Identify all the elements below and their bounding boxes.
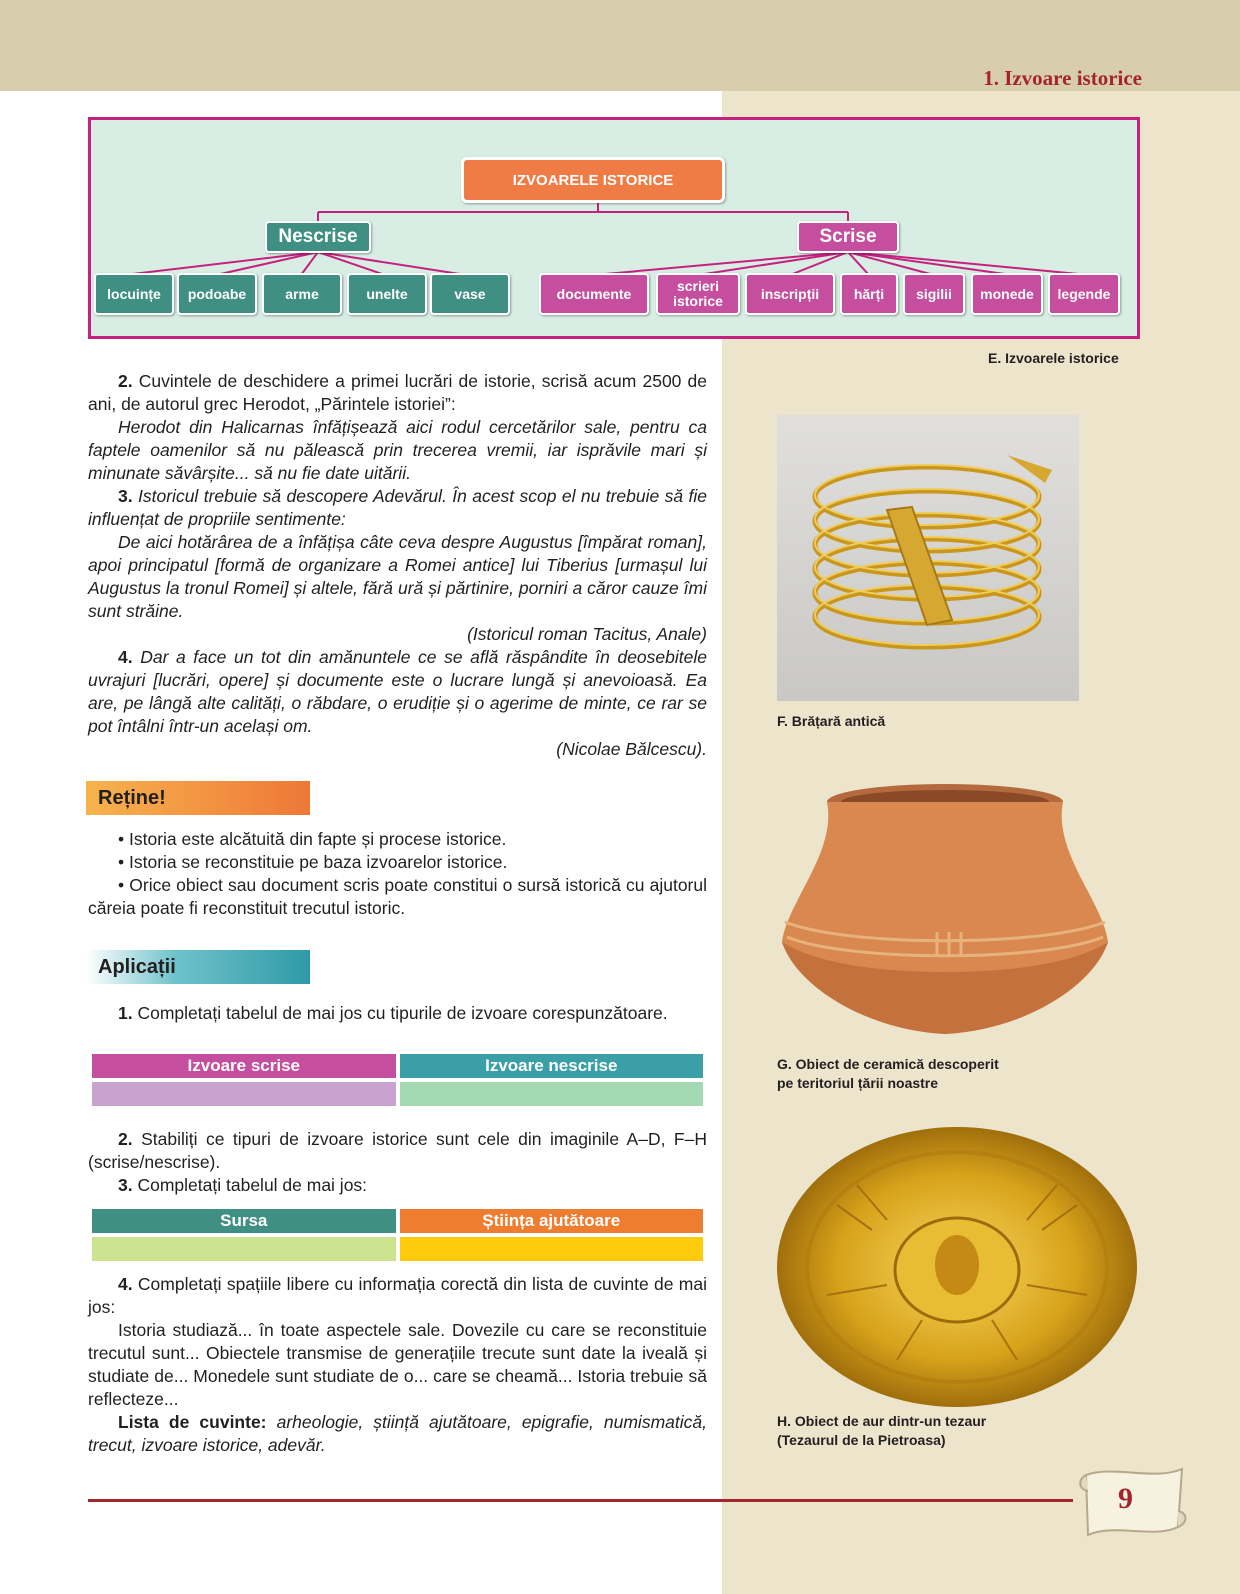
leaf-locuinte: locuințe (94, 273, 174, 315)
retine-bullet: • Istoria se reconstituie pe baza izvoarelor istorice. (118, 852, 508, 872)
retine-ribbon (86, 781, 310, 815)
leaf-sigilii: sigilii (903, 273, 965, 315)
leaf-inscriptii: inscripții (745, 273, 835, 315)
leaf-monede: monede (971, 273, 1043, 315)
questions-2-3: 2. Stabiliți ce tipuri de izvoare istorice sunt cele din imaginile A–D, F–H (scrise/nescrise). 3. Completați tabelul de mai jos: (88, 1129, 707, 1195)
nescrise-node: Nescrise (265, 221, 371, 253)
caption-h: H. Obiect de aur dintr-un tezaur (Tezaurul de la Pietroasa) (777, 1413, 987, 1448)
running-title: 1. Izvoare istorice (983, 66, 1142, 90)
diagram-caption: E. Izvoarele istorice (988, 350, 1119, 366)
table-sursa (88, 1209, 707, 1261)
sources-text (88, 370, 707, 761)
table-cell-empty[interactable] (400, 1237, 704, 1261)
page-number: 9 (1118, 1482, 1133, 1515)
table-izvoare (88, 1054, 707, 1106)
source-3-quote: De aici hotărârea de a înfățișa câte ceva despre Augustus [împărat roman], apoi principatul [formă de organizare a Romei antice] lui Tiberius [urmașul lui Augustus la tronul Romei] și altele, fără ură și părtinire, porniri a căror cauze îmi sunt străine. (88, 532, 707, 621)
question-4: 4. Completați spațiile libere cu informația corectă din lista de cuvinte de mai jos: Istoria studiază... în toate aspectele sale. Dovezile cu care se reconstituie trecutul sunt... Obiectele transmise de generațiile trecute sunt date la iveală și studiate de... Monedele sunt studiate de o... care se cheamă... Istoria trebuie să reflecteze... Lista de cuvinte: arheologie, știință ajutătoare, epigrafie, numismatică, trecut, izvoare istorice, adevăr. (88, 1274, 707, 1455)
leaf-documente: documente (539, 273, 649, 315)
question-4-text: Istoria studiază... în toate aspectele sale. Dovezile cu care se reconstituie trecutul sunt... Obiectele transmise de generațiile trecute sunt date la iveală și studiate de... Monedele sunt studiate de o... care se cheamă... Istoria trebuie să reflecteze... (88, 1320, 707, 1409)
retine-bullet: • Istoria este alcătuită din fapte și procese istorice. (118, 829, 507, 849)
leaf-scrieri-istorice: scrieri istorice (656, 273, 740, 315)
sources-diagram (88, 117, 1140, 339)
source-2-quote: Herodot din Halicarnas înfățișează aici rodul cercetărilor sale, pentru ca faptele oamenilor să nu pălească prin trecerea vremii, iar isprăvile mari și minunate săvârșite... să nu fie date uitării. (88, 417, 707, 483)
aplicatii-ribbon (86, 950, 310, 984)
table-header-izvoare-scrise: Izvoare scrise (92, 1054, 396, 1078)
leaf-podoabe: podoabe (177, 273, 257, 315)
table-header-sursa: Sursa (92, 1209, 396, 1233)
aplicatii-title: Aplicații (98, 955, 176, 978)
question-1: 1. Completați tabelul de mai jos cu tipurile de izvoare corespunzătoare. (118, 1003, 668, 1023)
caption-g: G. Obiect de ceramică descoperit pe teritoriul țării noastre (777, 1056, 999, 1091)
gold-plate-photo (777, 1125, 1137, 1410)
source-4-quote: 4. Dar a face un tot din amănuntele ce se află răspândite în deosebitele uvrajuri [lucrări, opere] și documente este o lucrare lungă și anevoioasă. Ea are, pe lângă alte calități, o răbdare, o erudiție și o agerime de minte, ce rar se pot întâlni într-un același om. (88, 647, 707, 736)
diagram-root-node: IZVOAREL​E ISTORICE (461, 157, 725, 203)
page-number-scroll (1074, 1461, 1192, 1545)
table-header-stiinta: Știința ajutătoare (400, 1209, 704, 1233)
source-3-author: (Istoricul roman Tacitus, Anale) (467, 624, 707, 644)
source-4-author: (Nicolae Bălcescu). (556, 739, 707, 759)
table-cell-empty[interactable] (92, 1237, 396, 1261)
ceramic-vessel-photo (777, 772, 1112, 1040)
retine-title: Reține! (98, 786, 166, 809)
leaf-arme: arme (262, 273, 342, 315)
bracelet-photo (777, 415, 1079, 701)
retine-bullet: • Orice obiect sau document scris poate constitui o sursă istorică cu ajutorul căreia poate fi reconstituit trecutul istoric. (88, 875, 707, 918)
source-2-intro: 2. Cuvintele de deschidere a primei lucrări de istorie, scrisă acum 2500 de ani, de autorul grec Herodot, „Părintele istoriei”: (88, 371, 707, 414)
word-list: Lista de cuvinte: arheologie, știință ajutătoare, epigrafie, numismatică, trecut, izvoare istorice, adevăr. (88, 1412, 707, 1455)
table-cell-empty[interactable] (400, 1082, 704, 1106)
retine-list (88, 828, 707, 920)
caption-f: F. Brățară antică (777, 713, 886, 729)
leaf-harti: hărți (840, 273, 898, 315)
leaf-vase: vase (430, 273, 510, 315)
table-cell-empty[interactable] (92, 1082, 396, 1106)
leaf-legende: legende (1048, 273, 1120, 315)
table-header-izvoare-nescrise: Izvoare nescrise (400, 1054, 704, 1078)
leaf-unelte: unelte (347, 273, 427, 315)
scrise-node: Scrise (797, 221, 899, 253)
footer-rule (88, 1499, 1073, 1502)
source-3-intro: 3. Istoricul trebuie să descopere Adevărul. În acest scop el nu trebuie să fie influențat de propriile sentimente: (88, 486, 707, 529)
